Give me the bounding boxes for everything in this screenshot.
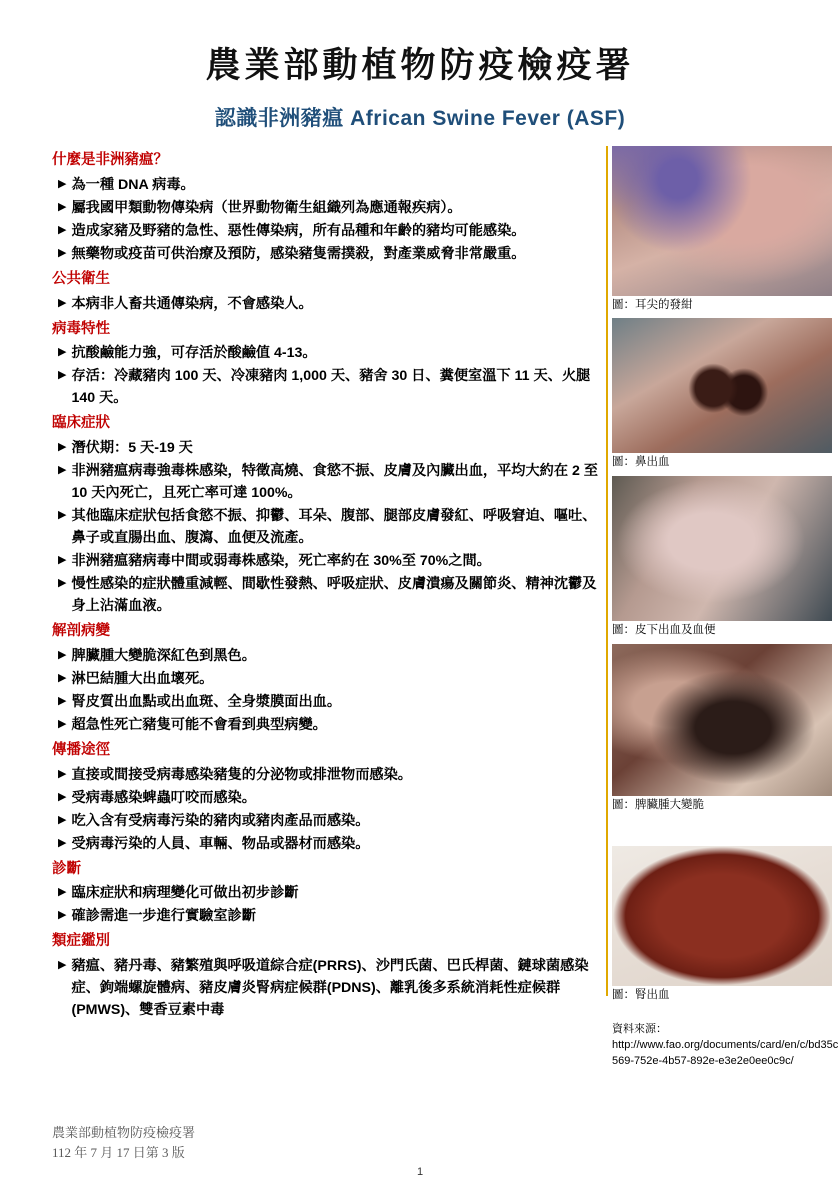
list-item-text: 其他臨床症狀包括食慾不振、抑鬱、耳朵、腹部、腿部皮膚發紅、呼吸窘迫、嘔吐、鼻子或直腸出血、腹瀉、血便及流產。 xyxy=(71,508,597,546)
bullet-icon: ▶ xyxy=(58,790,67,803)
list-item xyxy=(58,955,607,1021)
list-item xyxy=(58,220,607,242)
bullet-icon: ▶ xyxy=(58,464,67,476)
list-item xyxy=(58,460,607,504)
list-item xyxy=(58,905,607,927)
source-label: 資料來源： xyxy=(612,1023,667,1035)
section-heading: 解剖病變 xyxy=(52,623,110,639)
section-heading: 傳播途徑 xyxy=(52,741,110,758)
list-item-text: 吃入含有受病毒污染的豬肉或豬肉產品而感染。 xyxy=(71,812,370,829)
bullet-icon: ▶ xyxy=(58,886,67,899)
section-heading: 臨床症狀 xyxy=(52,415,110,432)
list-item-text: 非洲豬瘟病毒強毒株感染，特徵高燒、食慾不振、皮膚及內臟出血，平均大約在 2 至 10 天內死亡，且死亡率可達 100%。 xyxy=(71,463,598,501)
bullet-icon: ▶ xyxy=(58,767,67,780)
figure-1 xyxy=(612,146,832,313)
list-item-text: 豬瘟、豬丹毒、豬繁殖與呼吸道綜合症(PRRS)、沙門氏菌、巴氏桿菌、鏈球菌感染症、鉤端螺旋體病、豬皮膚炎腎病症候群(PDNS)、離乳後多系統消耗性症候群(PMWS)、雙香豆素中毒 xyxy=(71,958,589,1018)
section-heading: 公共衛生 xyxy=(52,270,110,287)
document-title: 認識非洲豬瘟 African Swine Fever (ASF) xyxy=(214,107,626,130)
list-item xyxy=(58,882,607,904)
bullet-icon: ▶ xyxy=(58,909,67,922)
enlarged-spleen-photo xyxy=(612,644,832,796)
figure-5 xyxy=(612,846,832,1003)
list-item xyxy=(58,505,607,549)
bullet-icon: ▶ xyxy=(58,836,67,849)
list-item-text: 無藥物或疫苗可供治療及預防，感染豬隻需撲殺，對產業威脅非常嚴重。 xyxy=(71,245,526,262)
list-item xyxy=(58,293,607,315)
nasal-bleeding-photo xyxy=(612,318,832,453)
source-url[interactable]: http://www.fao.org/documents/card/en/c/bd35c569-752e-4b57-892e-e3e2e0ee0c9c/ xyxy=(612,1038,839,1067)
figure-2 xyxy=(612,318,832,470)
footer-org: 農業部動植物防疫檢疫署 xyxy=(52,1125,196,1140)
list-item xyxy=(58,764,607,786)
list-item xyxy=(58,810,607,832)
list-item xyxy=(58,714,607,736)
list-item-text: 受病毒感染蜱蟲叮咬而感染。 xyxy=(71,789,256,806)
bullet-icon: ▶ xyxy=(58,577,67,589)
list-item-text: 受病毒污染的人員、車輛、物品或器材而感染。 xyxy=(71,835,370,852)
bullet-icon: ▶ xyxy=(58,246,67,259)
list-item-text: 超急性死亡豬隻可能不會看到典型病變。 xyxy=(71,716,327,733)
figure-caption: 圖：腎出血 xyxy=(612,989,670,1001)
list-item xyxy=(58,197,607,219)
list-item-text: 直接或間接受病毒感染豬隻的分泌物或排泄物而感染。 xyxy=(71,766,412,783)
figure-rail xyxy=(612,146,840,1026)
list-item-text: 確診需進一步進行實驗室診斷 xyxy=(71,908,256,925)
bullet-icon: ▶ xyxy=(58,717,67,730)
source-block xyxy=(612,1022,840,1070)
list-item-text: 造成家豬及野豬的急性、惡性傳染病，所有品種和年齡的豬均可能感染。 xyxy=(71,222,526,239)
list-item xyxy=(58,243,607,265)
figure-caption: 圖：耳尖的發紺 xyxy=(612,299,693,311)
figure-caption: 圖：鼻出血 xyxy=(612,456,670,468)
bullet-icon: ▶ xyxy=(58,441,67,453)
bullet-icon: ▶ xyxy=(58,296,67,309)
list-item-text: 為一種 DNA 病毒。 xyxy=(71,176,195,193)
list-item xyxy=(58,342,607,364)
bullet-icon: ▶ xyxy=(58,694,67,707)
figure-3 xyxy=(612,476,832,638)
list-item xyxy=(58,437,607,459)
list-item-text: 潛伏期：5 天-19 天 xyxy=(71,440,193,456)
bullet-icon: ▶ xyxy=(58,959,67,971)
list-item xyxy=(58,668,607,690)
footer-version: 112 年 7 月 17 日第 3 版 xyxy=(52,1144,185,1160)
list-item xyxy=(58,833,607,855)
bullet-icon: ▶ xyxy=(58,554,67,566)
list-item-text: 腎皮質出血點或出血斑、全身漿膜面出血。 xyxy=(71,693,342,710)
bullet-icon: ▶ xyxy=(58,346,67,359)
section-heading: 診斷 xyxy=(52,860,81,877)
bullet-icon: ▶ xyxy=(58,509,67,521)
figure-4 xyxy=(612,644,832,813)
bullet-icon: ▶ xyxy=(58,813,67,826)
bullet-icon: ▶ xyxy=(58,223,67,236)
footer xyxy=(52,1123,195,1162)
list-item-text: 慢性感染的症狀體重減輕、間歇性發熱、呼吸症狀、皮膚潰瘍及關節炎、精神沈鬱及身上沾滿血液。 xyxy=(71,576,597,614)
section-heading: 類症鑑別 xyxy=(52,933,110,950)
list-item-text: 屬我國甲類動物傳染病（世界動物衛生組織列為應通報疾病）。 xyxy=(71,199,462,216)
bullet-icon: ▶ xyxy=(58,648,67,661)
figure-caption: 圖：脾臟腫大變脆 xyxy=(612,799,704,811)
figure-caption: 圖：皮下出血及血便 xyxy=(612,624,716,636)
section-heading: 病毒特性 xyxy=(52,320,110,337)
list-item-text: 存活：冷藏豬肉 100 天、冷凍豬肉 1,000 天、豬舍 30 日、糞便室溫下 11 天、火腿 140 天。 xyxy=(71,368,591,407)
list-item xyxy=(58,691,607,713)
list-item xyxy=(58,573,607,617)
main-content xyxy=(52,146,607,1022)
list-item xyxy=(58,645,607,667)
list-item xyxy=(58,174,607,196)
page-number: 1 xyxy=(416,1166,424,1178)
list-item-text: 抗酸鹼能力強，可存活於酸鹼值 4-13。 xyxy=(71,345,317,362)
subcutaneous-hemorrhage-photo xyxy=(612,476,832,621)
organization-title: 農業部動植物防疫檢疫署 xyxy=(205,46,635,85)
kidney-hemorrhage-photo xyxy=(612,846,832,986)
bullet-icon: ▶ xyxy=(58,369,67,382)
bullet-icon: ▶ xyxy=(58,177,67,190)
bullet-icon: ▶ xyxy=(58,200,67,213)
list-item xyxy=(58,550,607,572)
list-item xyxy=(58,365,607,409)
list-item-text: 非洲豬瘟豬病毒中間或弱毒株感染，死亡率約在 30%至 70%之間。 xyxy=(71,553,491,569)
ear-tip-cyanosis-photo xyxy=(612,146,832,296)
section-heading: 什麼是非洲豬瘟？ xyxy=(52,152,168,168)
list-item-text: 本病非人畜共通傳染病，不會感染人。 xyxy=(71,295,313,312)
list-item-text: 淋巴結腫大出血壞死。 xyxy=(71,670,214,687)
list-item-text: 臨床症狀和病理變化可做出初步診斷 xyxy=(71,885,299,902)
list-item xyxy=(58,787,607,809)
bullet-icon: ▶ xyxy=(58,671,67,684)
list-item-text: 脾臟腫大變脆深紅色到黑色。 xyxy=(71,647,256,664)
